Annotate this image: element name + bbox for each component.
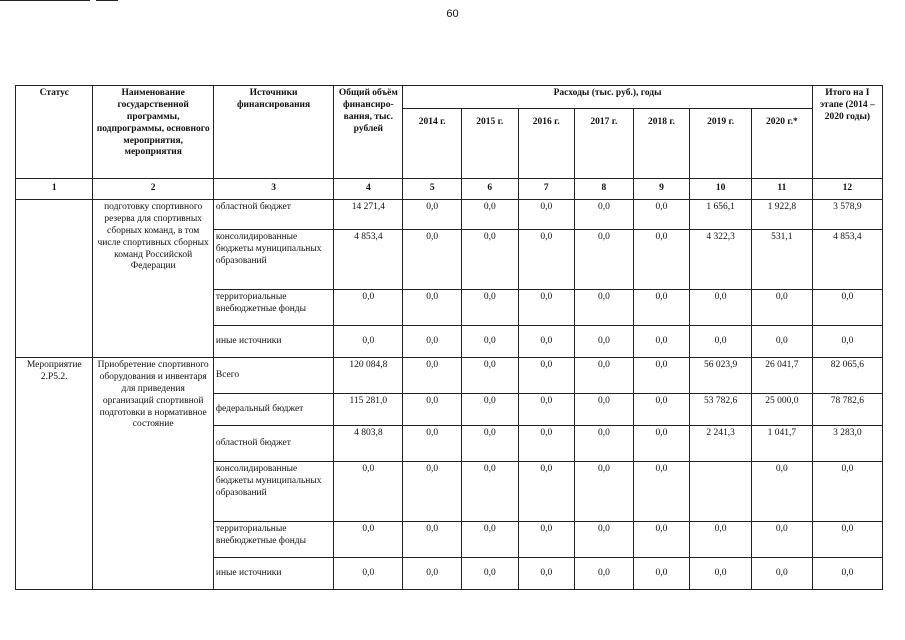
- header-year: 2015 г.: [462, 109, 519, 179]
- year-cell: 0,0: [462, 290, 519, 326]
- header-status: Статус: [16, 86, 93, 179]
- column-number: 11: [751, 179, 812, 200]
- header-year: 2019 г.: [690, 109, 752, 179]
- measure-name-cell: подготовку спортивного резерва для спортивных сборных команд, в том числе спортивных сборных команд Российской Федерации: [93, 200, 213, 358]
- year-cell: 0,0: [403, 462, 462, 522]
- column-number: 6: [462, 179, 519, 200]
- year-cell: 0,0: [462, 200, 519, 230]
- year-cell: 1 922,8: [751, 200, 812, 230]
- year-cell: 0,0: [575, 558, 634, 590]
- year-cell: 0,0: [575, 358, 634, 394]
- page-number: 60: [446, 8, 459, 20]
- column-number: 10: [690, 179, 752, 200]
- header-year: 2020 г.*: [751, 109, 812, 179]
- year-cell: 0,0: [633, 358, 690, 394]
- header-year: 2016 г.: [518, 109, 575, 179]
- year-cell: 0,0: [690, 522, 752, 558]
- year-cell: 0,0: [518, 394, 575, 426]
- year-cell: 53 782,6: [690, 394, 752, 426]
- column-number: 8: [575, 179, 634, 200]
- top-rule-left: [0, 0, 90, 1]
- year-cell: 0,0: [403, 326, 462, 358]
- year-cell: 0,0: [518, 230, 575, 290]
- year-cell: 0,0: [462, 358, 519, 394]
- header-expenses: Расходы (тыс. руб.), годы: [403, 86, 812, 109]
- year-cell: 0,0: [575, 230, 634, 290]
- source-cell: областной бюджет: [213, 200, 333, 230]
- total-cell: 0,0: [334, 522, 403, 558]
- column-number: 9: [633, 179, 690, 200]
- source-cell: консолидированные бюджеты муниципальных образований: [213, 462, 333, 522]
- year-cell: 0,0: [690, 558, 752, 590]
- year-cell: 0,0: [403, 558, 462, 590]
- column-number: 3: [213, 179, 333, 200]
- year-cell: 0,0: [403, 358, 462, 394]
- column-number: 5: [403, 179, 462, 200]
- stage-total-cell: 0,0: [812, 522, 882, 558]
- header-name: Наименование государственной программы, подпрограммы, основного мероприятия, мероприятия: [93, 86, 213, 179]
- source-cell: консолидированные бюджеты муниципальных образований: [213, 230, 333, 290]
- table-row: [16, 358, 883, 394]
- year-cell: 0,0: [633, 230, 690, 290]
- year-cell: 0,0: [403, 230, 462, 290]
- year-cell: 0,0: [518, 358, 575, 394]
- year-cell: 0,0: [575, 462, 634, 522]
- year-cell: 0,0: [518, 200, 575, 230]
- year-cell: 0,0: [751, 462, 812, 522]
- year-cell: 0,0: [518, 558, 575, 590]
- total-cell: 0,0: [334, 290, 403, 326]
- year-cell: 0,0: [462, 522, 519, 558]
- year-cell: 0,0: [633, 522, 690, 558]
- stage-total-cell: 0,0: [812, 326, 882, 358]
- year-cell: 0,0: [403, 200, 462, 230]
- year-cell: 4 322,3: [690, 230, 752, 290]
- year-cell: 26 041,7: [751, 358, 812, 394]
- year-cell: 0,0: [575, 200, 634, 230]
- header-year: 2017 г.: [575, 109, 634, 179]
- year-cell: 0,0: [633, 462, 690, 522]
- header-sources: Источники финансирования: [213, 86, 333, 179]
- total-cell: 0,0: [334, 326, 403, 358]
- year-cell: 0,0: [403, 394, 462, 426]
- total-cell: 4 803,8: [334, 426, 403, 462]
- year-cell: 531,1: [751, 230, 812, 290]
- stage-total-cell: 82 065,6: [812, 358, 882, 394]
- year-cell: 0,0: [575, 394, 634, 426]
- total-cell: 0,0: [334, 558, 403, 590]
- year-cell: 0,0: [633, 558, 690, 590]
- year-cell: 0,0: [403, 290, 462, 326]
- header-row-1: [16, 86, 883, 109]
- year-cell: 0,0: [462, 558, 519, 590]
- year-cell: 0,0: [462, 230, 519, 290]
- top-rule-right: [96, 0, 118, 1]
- source-cell: иные источники: [213, 326, 333, 358]
- column-number: 7: [518, 179, 575, 200]
- stage-total-cell: 0,0: [812, 462, 882, 522]
- year-cell: 0,0: [575, 522, 634, 558]
- year-cell: 0,0: [518, 290, 575, 326]
- source-cell: территориальные внебюджетные фонды: [213, 290, 333, 326]
- year-cell: 0,0: [751, 290, 812, 326]
- year-cell: 0,0: [751, 522, 812, 558]
- status-cell: [16, 200, 93, 358]
- source-cell: федеральный бюджет: [213, 394, 333, 426]
- year-cell: 0,0: [403, 522, 462, 558]
- stage-total-cell: 0,0: [812, 290, 882, 326]
- total-cell: 115 281,0: [334, 394, 403, 426]
- year-cell: 0,0: [462, 326, 519, 358]
- year-cell: [690, 462, 752, 522]
- year-cell: 0,0: [751, 558, 812, 590]
- status-cell: Мероприятие 2.Р5.2.: [16, 358, 93, 590]
- header-stage-total: Итого на I этапе (2014 – 2020 годы): [812, 86, 882, 179]
- year-cell: 0,0: [462, 426, 519, 462]
- source-cell: территориальные внебюджетные фонды: [213, 522, 333, 558]
- year-cell: 0,0: [633, 326, 690, 358]
- year-cell: 1 656,1: [690, 200, 752, 230]
- year-cell: 0,0: [403, 426, 462, 462]
- year-cell: 0,0: [633, 394, 690, 426]
- header-year: 2018 г.: [633, 109, 690, 179]
- column-number: 2: [93, 179, 213, 200]
- year-cell: 0,0: [633, 200, 690, 230]
- year-cell: 0,0: [575, 426, 634, 462]
- stage-total-cell: 3 283,0: [812, 426, 882, 462]
- year-cell: 2 241,3: [690, 426, 752, 462]
- year-cell: 0,0: [518, 522, 575, 558]
- year-cell: 0,0: [575, 326, 634, 358]
- stage-total-cell: 3 578,9: [812, 200, 882, 230]
- year-cell: 0,0: [633, 290, 690, 326]
- stage-total-cell: 78 782,6: [812, 394, 882, 426]
- year-cell: 25 000,0: [751, 394, 812, 426]
- source-cell: иные источники: [213, 558, 333, 590]
- column-number-row: [16, 179, 883, 200]
- year-cell: 0,0: [462, 462, 519, 522]
- measure-name-cell: Приобретение спортивного оборудования и инвентаря для приведения организаций спортивной подготовки в нормативное состояние: [93, 358, 213, 590]
- year-cell: 56 023,9: [690, 358, 752, 394]
- table-row: [16, 200, 883, 230]
- year-cell: 1 041,7: [751, 426, 812, 462]
- column-number: 4: [334, 179, 403, 200]
- year-cell: 0,0: [751, 326, 812, 358]
- year-cell: 0,0: [518, 326, 575, 358]
- year-cell: 0,0: [518, 426, 575, 462]
- total-cell: 4 853,4: [334, 230, 403, 290]
- year-cell: 0,0: [690, 326, 752, 358]
- stage-total-cell: 0,0: [812, 558, 882, 590]
- financing-table: [15, 85, 883, 590]
- year-cell: 0,0: [690, 290, 752, 326]
- column-number: 12: [812, 179, 882, 200]
- year-cell: 0,0: [462, 394, 519, 426]
- total-cell: 0,0: [334, 462, 403, 522]
- total-cell: 120 084,8: [334, 358, 403, 394]
- header-year: 2014 г.: [403, 109, 462, 179]
- year-cell: 0,0: [575, 290, 634, 326]
- source-cell: областной бюджет: [213, 426, 333, 462]
- column-number: 1: [16, 179, 93, 200]
- source-cell: Всего: [213, 358, 333, 394]
- header-total: Общий объём финансиро-вания, тыс. рублей: [334, 86, 403, 179]
- year-cell: 0,0: [518, 462, 575, 522]
- stage-total-cell: 4 853,4: [812, 230, 882, 290]
- total-cell: 14 271,4: [334, 200, 403, 230]
- year-cell: 0,0: [633, 426, 690, 462]
